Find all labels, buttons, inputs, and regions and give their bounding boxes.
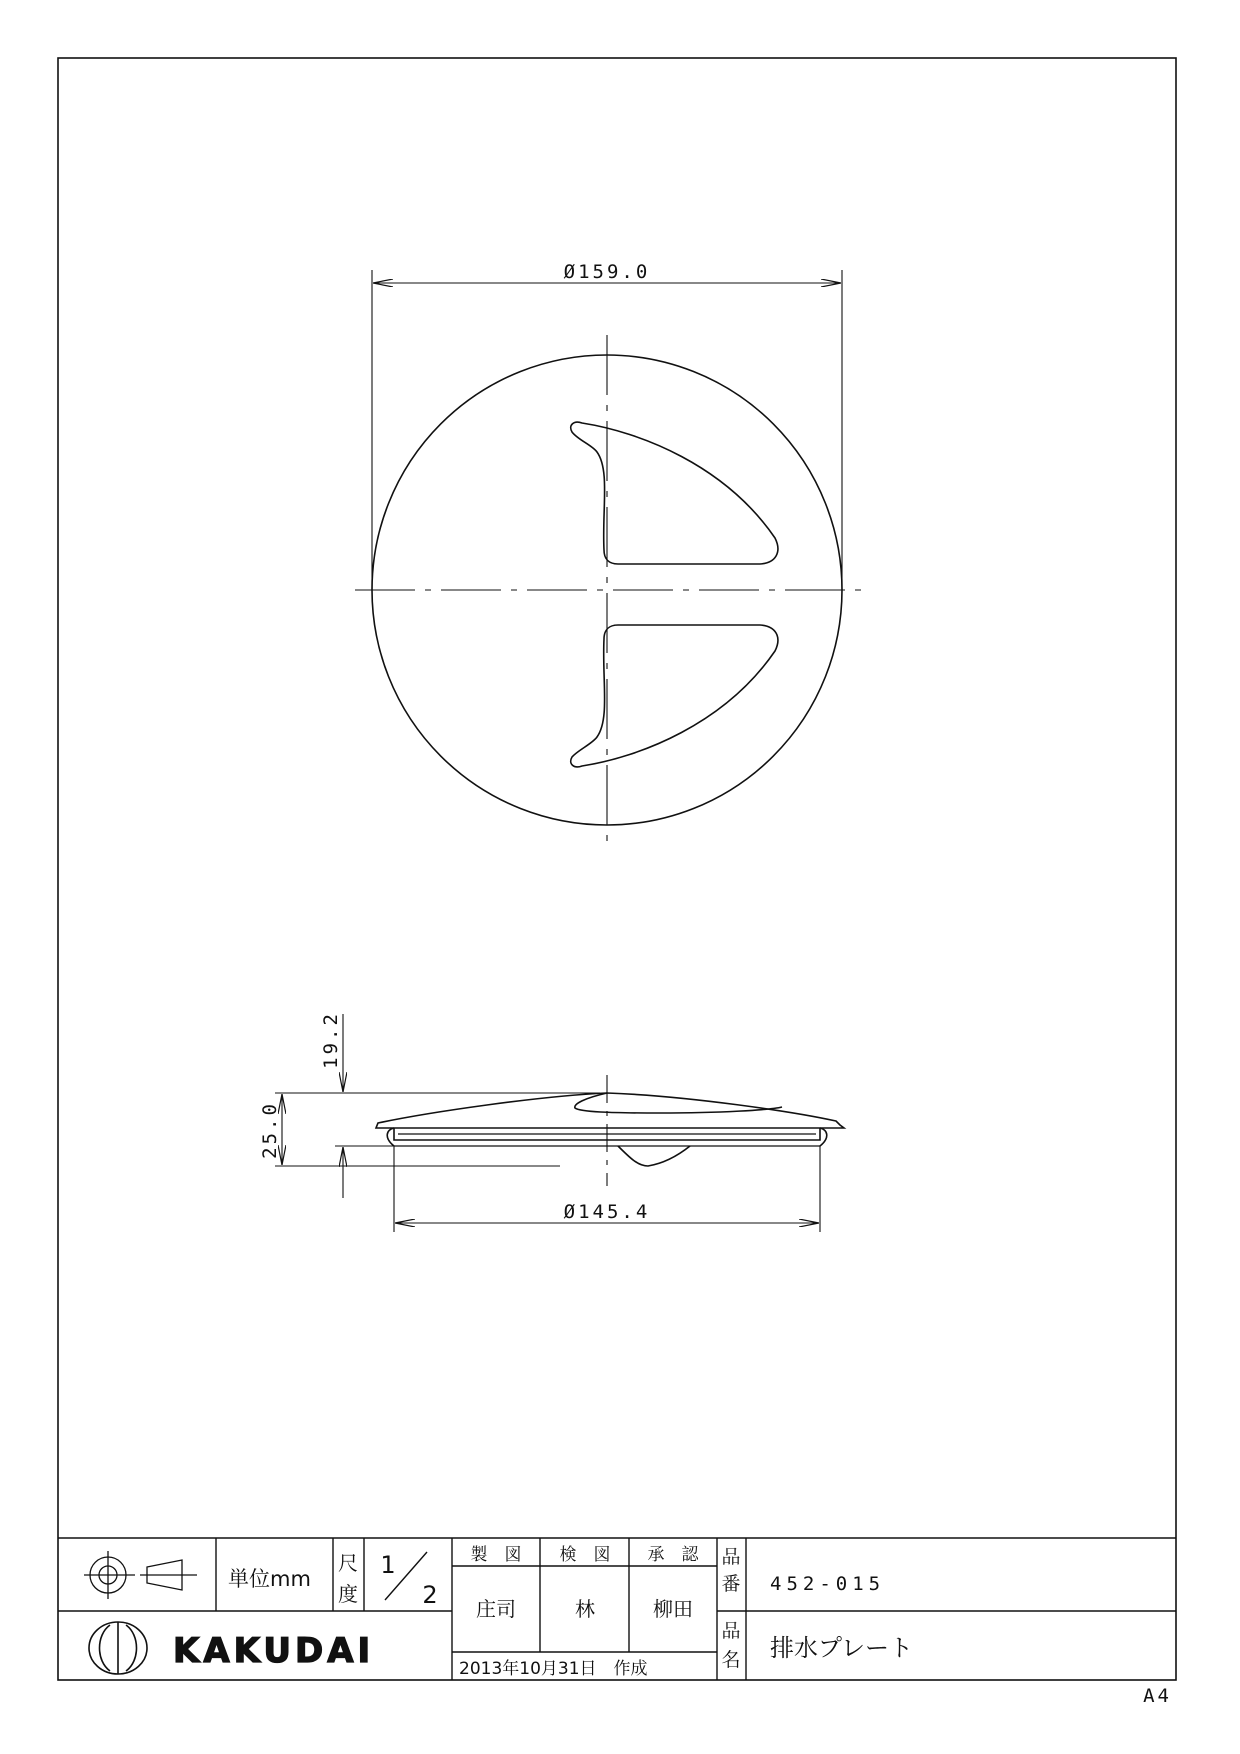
drafted-header: 製 図	[470, 1545, 522, 1565]
scale-caption-1: 尺	[338, 1551, 358, 1575]
approved-by: 柳田	[653, 1597, 693, 1621]
scale-numerator: 1	[380, 1551, 396, 1579]
kakudai-logo-icon	[89, 1622, 147, 1674]
lower-slot	[571, 625, 778, 767]
side-view	[376, 1093, 844, 1166]
drawing-border	[58, 58, 1176, 1680]
top-diameter-label: Ø159.0	[563, 261, 651, 283]
part-number: 452-015	[770, 1573, 886, 1595]
plate-dome	[376, 1093, 844, 1128]
upper-slot	[571, 422, 778, 564]
height-upper-label: 19.2	[320, 1011, 342, 1069]
slot-profile	[575, 1093, 782, 1113]
scale-caption-2: 度	[338, 1582, 358, 1606]
part-no-caption-1: 品	[721, 1546, 741, 1568]
checked-header: 検 図	[559, 1545, 611, 1565]
side-diameter-label: Ø145.4	[563, 1201, 651, 1223]
brand-name: KAKUDAI	[173, 1631, 375, 1671]
sheet-size-label: A4	[1143, 1685, 1172, 1707]
height-total-label: 25.0	[259, 1101, 281, 1159]
part-no-caption-2: 番	[721, 1573, 741, 1595]
scale-denominator: 2	[422, 1581, 438, 1609]
part-name-caption-1: 品	[721, 1620, 741, 1642]
unit-label: 単位mm	[228, 1567, 311, 1591]
part-name: 排水プレート	[770, 1634, 914, 1662]
drafted-by: 庄司	[476, 1597, 516, 1621]
date-note: 2013年10月31日 作成	[459, 1659, 648, 1679]
approved-header: 承 認	[647, 1545, 699, 1565]
part-name-caption-2: 名	[721, 1649, 741, 1671]
checked-by: 林	[575, 1597, 595, 1621]
bottom-tab	[618, 1146, 690, 1166]
projection-symbol-icon	[84, 1551, 197, 1599]
